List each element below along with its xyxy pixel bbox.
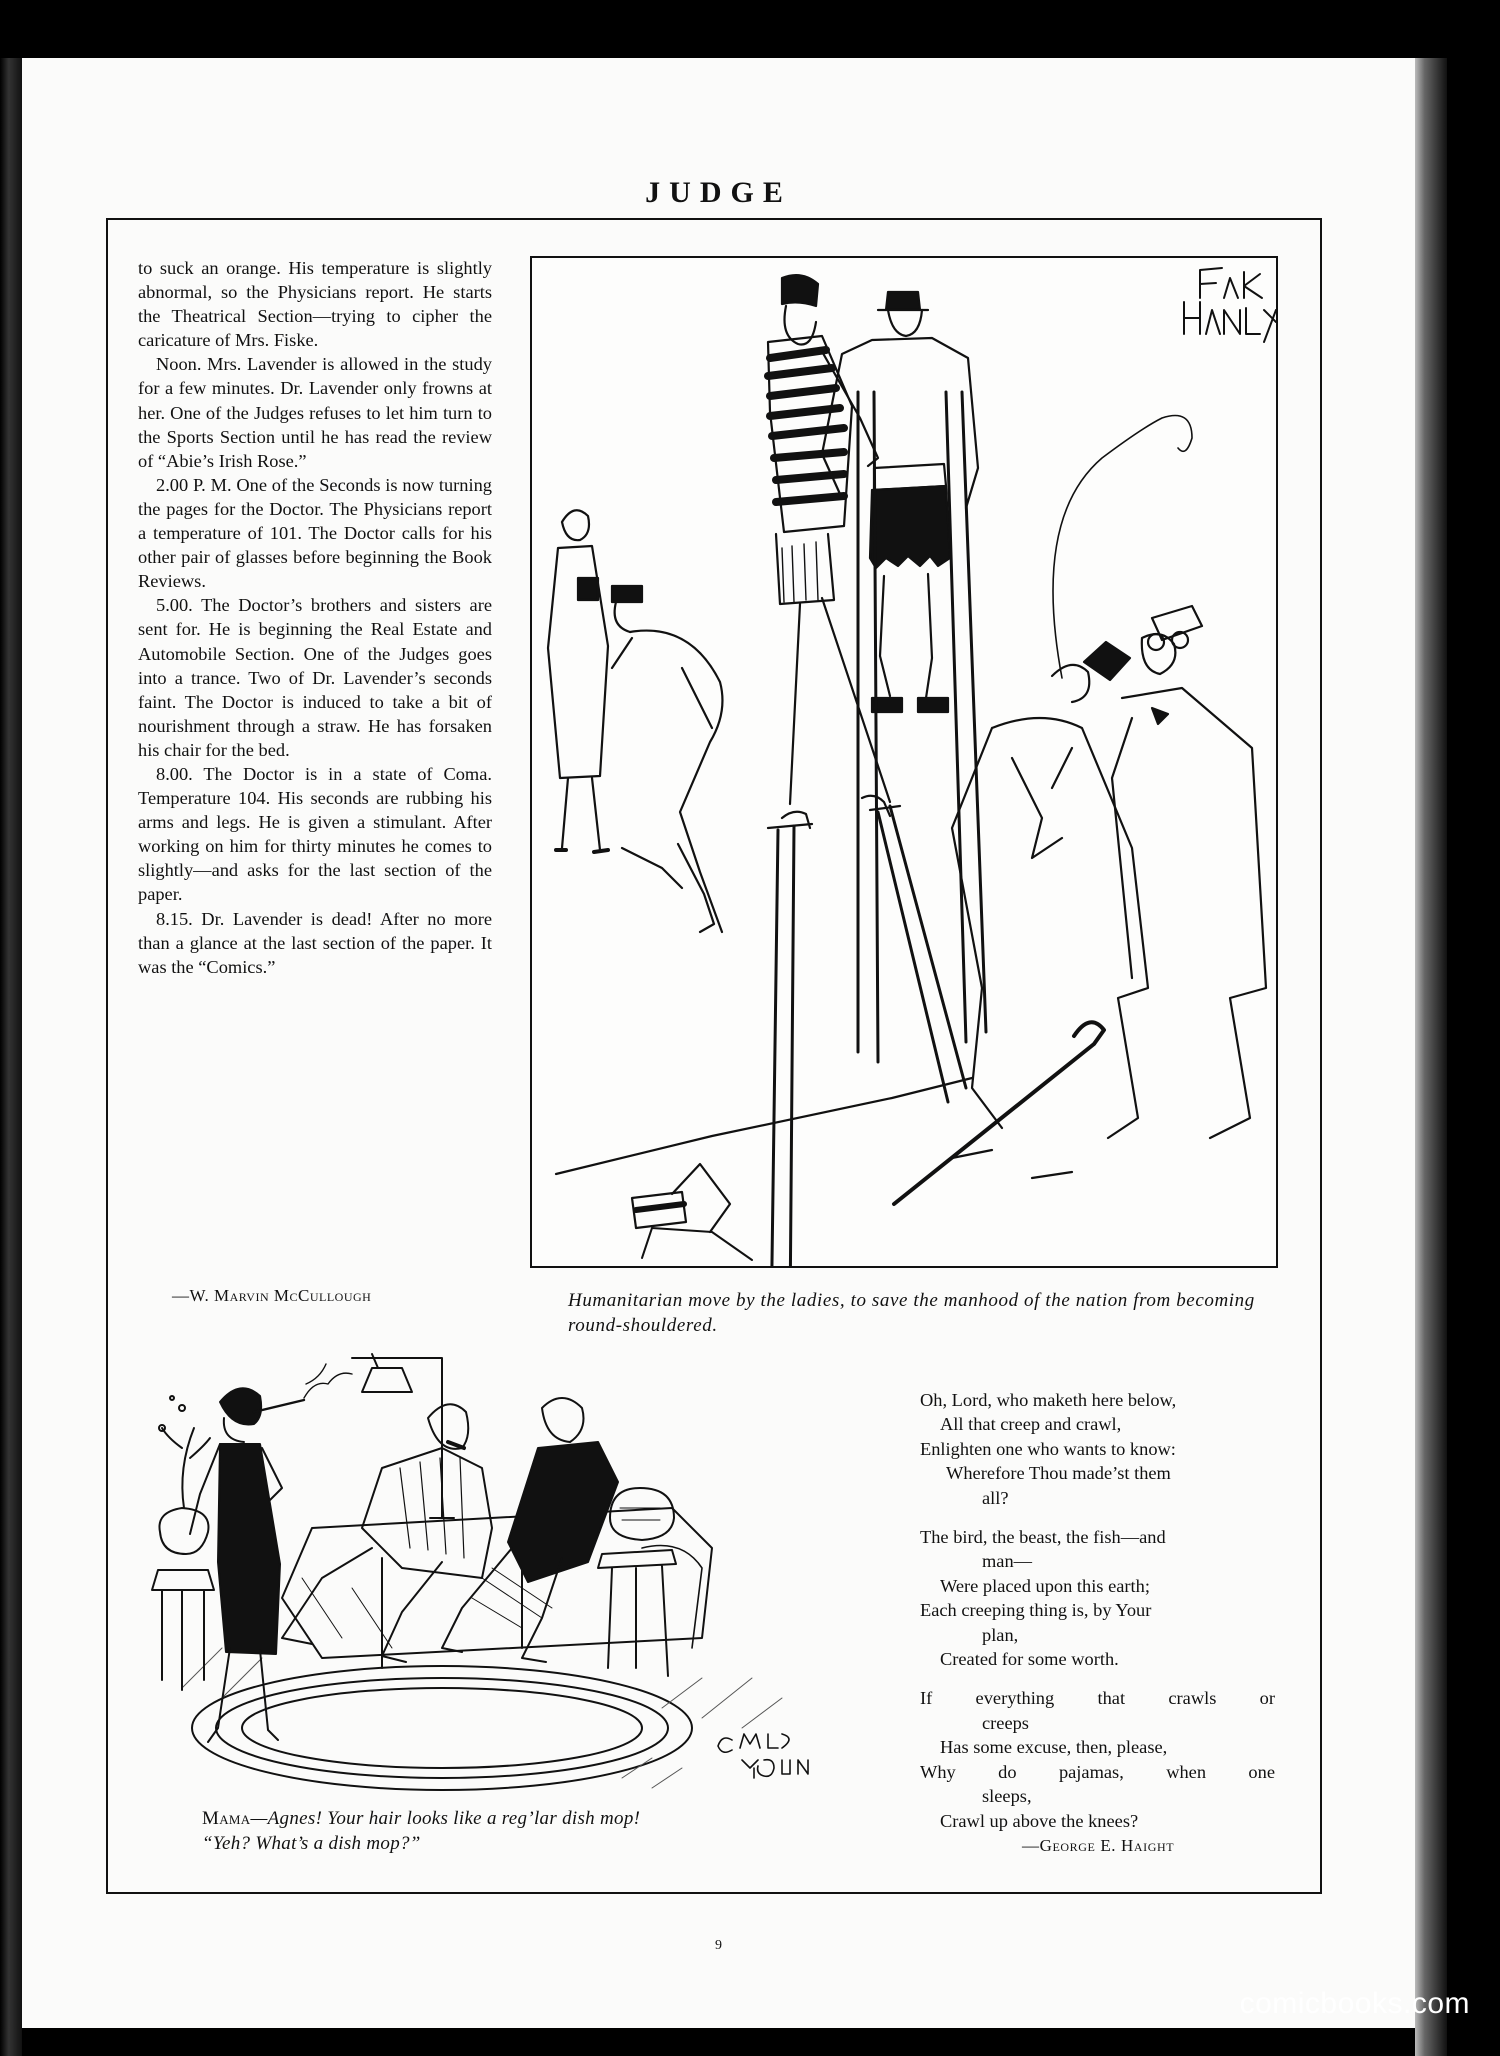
stilts-cartoon [530, 256, 1278, 1268]
page-number: 9 [715, 1938, 722, 1953]
binding-shadow-left [0, 58, 22, 2056]
poem [920, 1388, 1275, 1848]
article-column [138, 256, 492, 979]
living-room-cartoon-caption [202, 1806, 882, 1856]
poem-line: creeps [982, 1712, 1029, 1733]
poem-line: Crawl up above the knees? [940, 1810, 1139, 1831]
article-paragraph: 5.00. The Doctor’s brothers and sisters are sent for. He is beginning the Real Estate and Automobile Section. One of the Judges goes into a trance. Two of Dr. Lavender’s seconds faint. The Doctor is induced to take a bit of nourishment through a straw. He has forsaken his chair for the bed. [138, 595, 492, 760]
poem-line: All that creep and crawl, [940, 1414, 1122, 1435]
binding-shadow-right [1415, 58, 1447, 2056]
poem-line: Why do pajamas, when one [920, 1761, 1275, 1782]
caption-dialogue-2: “Yeh? What’s a dish mop?” [202, 1833, 421, 1854]
poem-line: Wherefore Thou made’st them [946, 1463, 1171, 1484]
caption-speaker: Mama [202, 1808, 251, 1829]
poem-stanza [920, 1525, 1275, 1671]
poem-line: Enlighten one who wants to know: [920, 1438, 1176, 1459]
article-paragraph: to suck an orange. His temperature is slightly abnormal, so the Physicians report. He starts the Theatrical Section—trying to cipher the caricature of Mrs. Fiske. [138, 258, 492, 351]
back-view-woman-on-stilts [822, 292, 986, 1062]
stilts-cartoon-caption: Humanitarian move by the ladies, to save the manhood of the nation from becoming round-shouldered. [568, 1290, 1255, 1336]
poem-line: If everything that crawls or [920, 1688, 1275, 1709]
article-paragraph: 8.00. The Doctor is in a state of Coma. Temperature 104. His seconds are rubbing his arms and legs. He is given a stimulant. After working on him for thirty minutes he comes to slightly—and asks for the last section of the paper. [138, 763, 492, 905]
poem-line: man— [982, 1551, 1033, 1572]
article-paragraph: 8.15. Dr. Lavender is dead! After no more than a glance at the last section of the paper. It was the “Comics.” [138, 908, 492, 977]
article-paragraph: 2.00 P. M. One of the Seconds is now turning the pages for the Doctor. The Physicians report a temperature of 101. The Doctor calls for his other pair of glasses before beginning the Book Reviews. [138, 474, 492, 592]
bottom-man-head [632, 1164, 752, 1260]
small-woman-figure [548, 510, 608, 852]
poem-byline: —George E. Haight [1022, 1836, 1175, 1855]
artist-signature [718, 1734, 808, 1778]
poem-stanza [920, 1686, 1275, 1832]
artist-signature [1184, 268, 1276, 342]
living-room-cartoon [142, 1348, 878, 1804]
article-byline: —W. Marvin McCullough [172, 1286, 372, 1305]
poem-line: sleeps, [982, 1786, 1032, 1807]
bent-man-figure [612, 586, 722, 932]
poem-line: plan, [982, 1624, 1019, 1645]
mother-figure [442, 1398, 618, 1662]
father-figure [282, 1404, 492, 1662]
article-paragraph: Noon. Mrs. Lavender is allowed in the study for a few minutes. Dr. Lavender only frowns at her. One of the Judges refuses to let him turn to the Sports Section until he has read the review of “Abie’s Irish Rose.” [138, 354, 492, 471]
magazine-page [22, 58, 1415, 2028]
caption-line-1 [202, 1806, 882, 1831]
poem-line: all? [982, 1487, 1009, 1508]
caption-dialogue-1: —Agnes! Your hair looks like a reg’lar dish mop! [250, 1808, 641, 1829]
watermark: comicbooks.com [1239, 1987, 1470, 2020]
poem-line: Were placed upon this earth; [940, 1575, 1150, 1596]
poem-line: Each creeping thing is, by Your [920, 1600, 1152, 1621]
masthead: JUDGE [645, 176, 792, 209]
poem-line: Oh, Lord, who maketh here below, [920, 1390, 1177, 1410]
poem-stanza [920, 1388, 1275, 1510]
poem-line: Has some excuse, then, please, [940, 1737, 1168, 1758]
poem-line: The bird, the beast, the fish—and [920, 1527, 1166, 1548]
poem-line: Created for some worth. [940, 1649, 1119, 1670]
